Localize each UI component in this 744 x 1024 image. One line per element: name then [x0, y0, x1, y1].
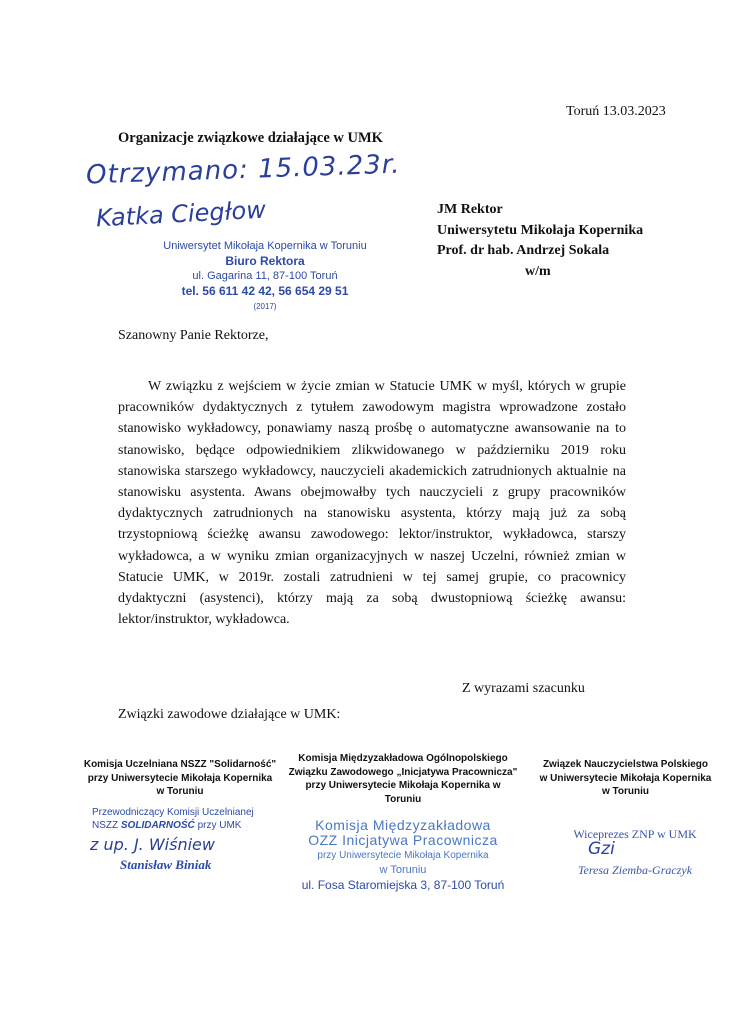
recipient-line: w/m — [525, 263, 551, 279]
rector-office-stamp — [150, 239, 380, 314]
solidarnosc-handwritten-signature: z up. J. Wiśniew — [90, 835, 215, 854]
inicjatywa-stamp — [288, 818, 518, 893]
solidarnosc-stamp — [92, 806, 262, 832]
salutation: Szanowny Panie Rektorze, — [118, 328, 269, 343]
stamp-line: (2017) — [253, 302, 277, 311]
stamp-line: tel. 56 611 42 42, 56 654 29 51 — [181, 284, 349, 298]
stamp-line — [92, 819, 262, 832]
recipient-line: Uniwersytetu Mikołaja Kopernika — [437, 222, 644, 238]
body-paragraph: W związku z wejściem w życie zmian w Statucie UMK w myśl, których w grupie pracowników dydaktycznych z tytułem zawodowym magistra wprowadzone zostało stanowisko wykładowcy, ponawiamy naszą prośbę o automatyczne awansowanie na to stanowisko, będące odpowiednikiem zlikwidowanego w październiku 2019 roku stanowiska starszego wykładowcy, nauczycieli akademickich zatrudnionych aktualnie na stanowisku asystenta. Awans obejmowałby tych nauczycieli z grupy pracowników dydaktycznych zatrudnionych na stanowisku asystenta, którzy mają już za sobą trzystopniową ścieżkę awansu zawodowego: lektor/instruktor, wykładowca, starszy wykładowca, a w wyniku zmian organizacyjnych w naszej Uczelni, również zmian w Statucie UMK, w 2019r. zostali zatrudnieni w tej samej grupie, co pracownicy dydaktyczni (asystenci), którzy mają za sobą dwustopniową ścieżkę awansu: lektor/instruktor, wykładowca. — [118, 379, 626, 628]
union-line: Związek Nauczycielstwa Polskiego — [542, 759, 709, 770]
union-solidarnosc — [70, 758, 290, 799]
received-signature: Katka Ciegłow — [95, 195, 267, 233]
solidarnosc-signatory-name: Stanisław Biniak — [120, 857, 212, 872]
closing-phrase: Z wyrazami szacunku — [462, 681, 585, 696]
unions-intro: Związki zawodowe działające w UMK: — [118, 707, 341, 722]
union-line: Komisja Międzyzakładowa Ogólnopolskiego — [298, 753, 508, 764]
union-znp — [528, 758, 723, 799]
stamp-line: przy Uniwersytecie Mikołaja Kopernika — [317, 850, 489, 861]
stamp-line: Komisja Międzyzakładowa — [315, 817, 491, 833]
stamp-line: Wiceprezes ZNP w UMK — [573, 827, 697, 841]
signature-space — [560, 842, 710, 862]
stamp-fragment: przy UMK — [197, 820, 242, 831]
stamp-fragment: NSZZ — [92, 820, 119, 831]
sender-organization: Organizacje związkowe działające w UMK — [118, 130, 383, 146]
stamp-line: ul. Gagarina 11, 87-100 Toruń — [192, 270, 338, 282]
stamp-fragment: SOLIDARNOŚĆ — [120, 820, 195, 831]
received-handwritten-note: Otrzymano: 15.03.23r. — [85, 149, 401, 191]
union-line: w Toruniu — [601, 786, 650, 797]
recipient-line: JM Rektor — [437, 202, 503, 217]
union-line: przy Uniwersytecie Mikołaja Kopernika — [87, 772, 273, 784]
union-line: Związku Zawodowego „Inicjatywa Pracownicza" — [288, 766, 518, 778]
union-line: Komisja Uczelniana NSZZ "Solidarność" — [83, 759, 277, 770]
stamp-line: OZZ Inicjatywa Pracownicza — [308, 832, 498, 848]
union-line: w Toruniu — [156, 786, 204, 797]
znp-stamp — [560, 826, 710, 878]
letter-body — [118, 376, 626, 630]
znp-signatory-name: Teresa Ziemba-Graczyk — [577, 863, 693, 877]
stamp-line: Przewodniczący Komisji Uczelnianej — [92, 807, 254, 818]
stamp-line: Uniwersytet Mikołaja Kopernika w Toruniu — [163, 240, 367, 252]
recipient-block — [437, 200, 643, 282]
znp-handwritten-signature: Gzi — [588, 839, 615, 859]
union-inicjatywa — [288, 752, 518, 806]
stamp-address: ul. Fosa Staromiejska 3, 87-100 Toruń — [301, 878, 505, 892]
union-line: w Uniwersytecie Mikołaja Kopernika — [539, 772, 712, 784]
place-date: Toruń 13.03.2023 — [566, 104, 666, 119]
recipient-line: Prof. dr hab. Andrzej Sokala — [437, 243, 610, 258]
union-line: przy Uniwersytecie Mikołaja Kopernika w — [305, 780, 501, 791]
stamp-line: w Toruniu — [379, 864, 427, 876]
stamp-line: Biuro Rektora — [225, 254, 305, 268]
union-line: Toruniu — [384, 793, 422, 805]
